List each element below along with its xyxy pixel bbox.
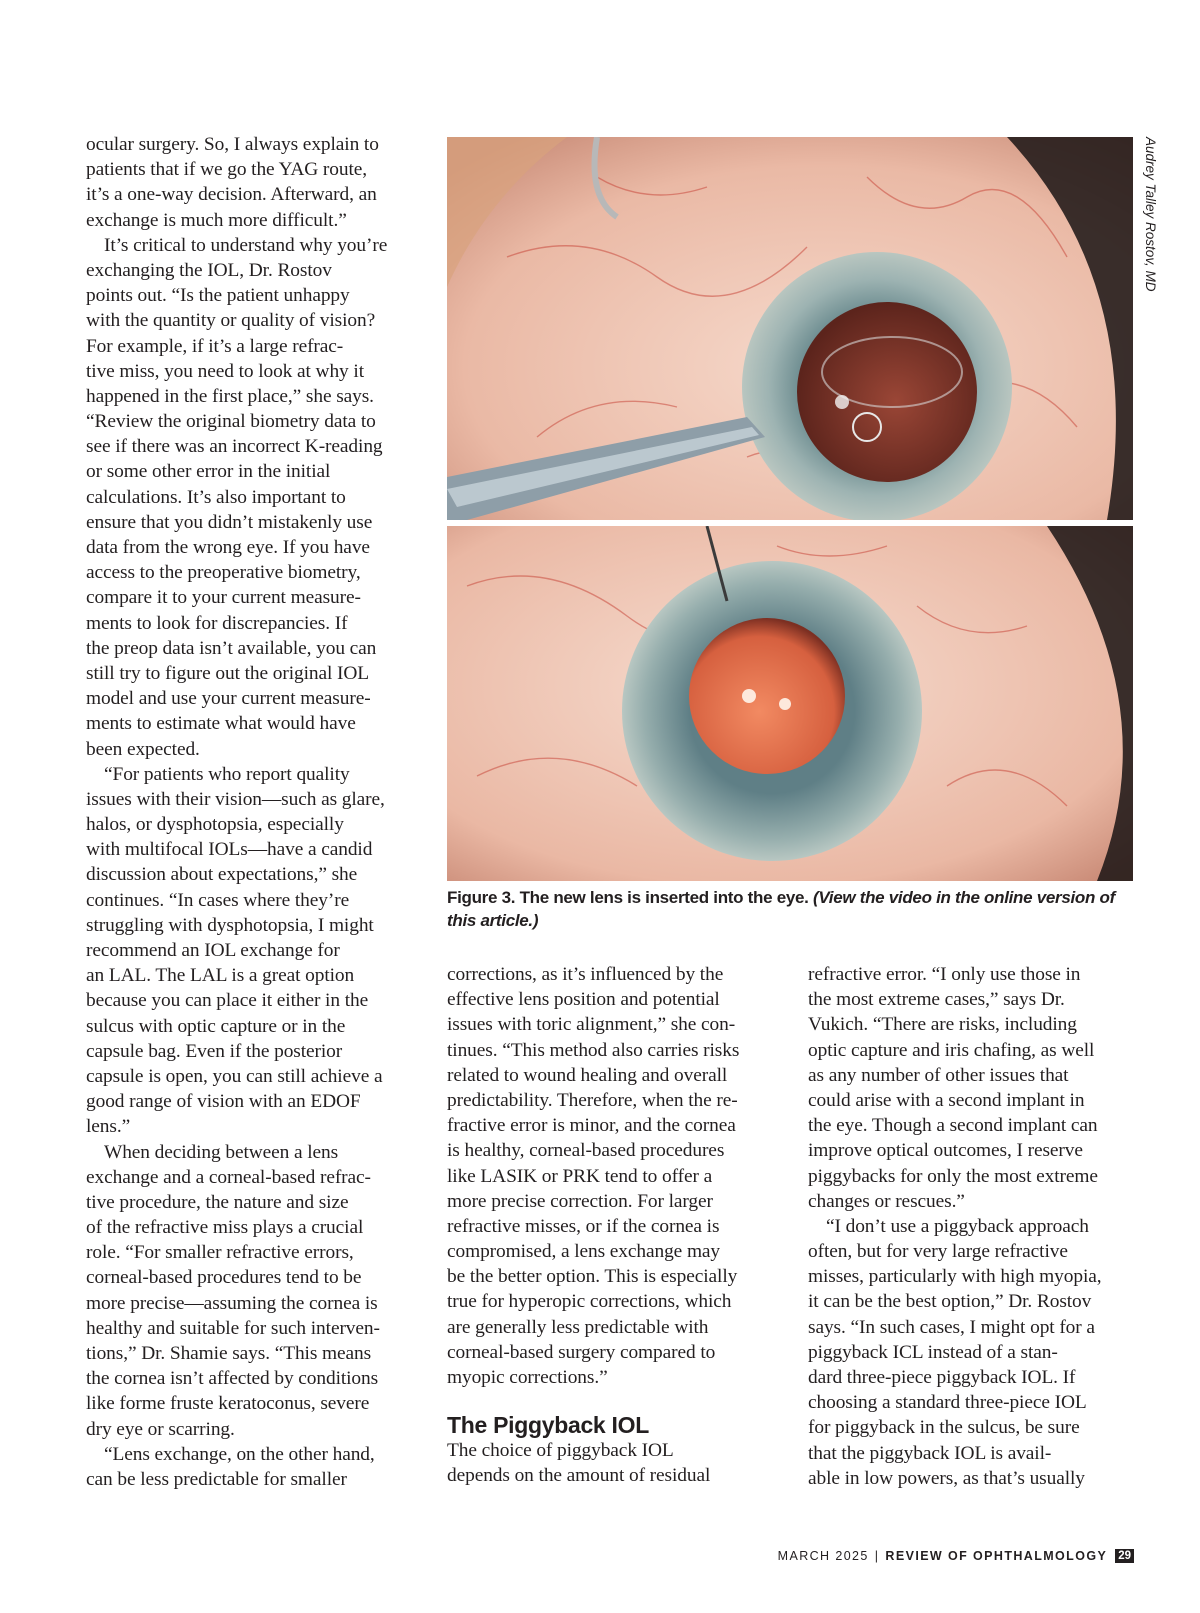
text-line: like LASIK or PRK tend to offer a: [447, 1165, 713, 1187]
text-line: of the refractive miss plays a crucial: [86, 1217, 364, 1239]
text-line: “For patients who report quality: [104, 763, 350, 785]
footer-date: MARCH 2025: [777, 1549, 869, 1563]
text-line: the eye. Though a second implant can: [808, 1115, 1098, 1137]
caption-bold: Figure 3. The new lens is inserted into the eye.: [447, 888, 809, 907]
text-line: access to the preoperative biometry,: [86, 562, 361, 584]
text-line: “Lens exchange, on the other hand,: [104, 1443, 375, 1465]
text-line: true for hyperopic corrections, which: [447, 1291, 732, 1313]
body-column-2: [447, 962, 777, 1489]
text-line: tions,” Dr. Shamie says. “This means: [86, 1343, 372, 1364]
text-line: able in low powers, as that’s usually: [808, 1467, 1085, 1489]
text-line: tive miss, you need to look at why it: [86, 360, 364, 382]
text-line: role. “For smaller refractive errors,: [86, 1242, 354, 1264]
text-line: ensure that you didn’t mistakenly use: [86, 511, 373, 533]
figure-caption: [447, 886, 1133, 932]
text-line: with multifocal IOLs—have a candid: [86, 839, 373, 861]
text-line: issues with their vision—such as glare,: [86, 788, 385, 810]
text-line: issues with toric alignment,” she con-: [447, 1014, 736, 1036]
footer-publication: REVIEW OF OPHTHALMOLOGY: [885, 1549, 1108, 1563]
text-line: the cornea isn’t affected by conditions: [86, 1368, 379, 1390]
text-line: “Review the original biometry data to: [86, 411, 376, 433]
text-line: refractive misses, or if the cornea is: [447, 1215, 720, 1237]
text-line: says. “In such cases, I might opt for a: [808, 1316, 1095, 1338]
text-line: points out. “Is the patient unhappy: [86, 285, 350, 307]
page-number: 29: [1115, 1549, 1134, 1563]
text-line: changes or rescues.”: [808, 1190, 965, 1212]
text-line: exchanging the IOL, Dr. Rostov: [86, 259, 332, 281]
text-line: can be less predictable for smaller: [86, 1468, 347, 1490]
text-line: because you can place it either in the: [86, 990, 369, 1012]
text-line: is healthy, corneal-based procedures: [447, 1140, 725, 1162]
page-footer: [778, 1546, 1134, 1566]
text-line: optic capture and iris chafing, as well: [808, 1039, 1095, 1061]
text-line: see if there was an incorrect K-reading: [86, 436, 383, 458]
body-column-1: [86, 132, 416, 1492]
text-line: are generally less predictable with: [447, 1316, 709, 1338]
text-line: patients that if we go the YAG route,: [86, 159, 367, 181]
text-line: Vukich. “There are risks, including: [808, 1014, 1077, 1036]
footer-separator: |: [874, 1549, 880, 1563]
text-line: The choice of piggyback IOL: [447, 1440, 674, 1462]
photo-credit: Audrey Talley Rostov, MD: [1143, 137, 1158, 292]
text-line: ments to look for discrepancies. If: [86, 612, 348, 634]
text-line: that the piggyback IOL is avail-: [808, 1442, 1052, 1464]
text-line: happened in the first place,” she says.: [86, 385, 374, 407]
text-line: calculations. It’s also important to: [86, 486, 346, 508]
text-line: as any number of other issues that: [808, 1064, 1069, 1086]
text-line: effective lens position and potential: [447, 989, 720, 1011]
text-line: good range of vision with an EDOF: [86, 1091, 361, 1113]
caption-italic: (View the video in the online version of this article.): [447, 888, 1115, 930]
text-line: be the better option. This is especially: [447, 1266, 738, 1288]
text-line: piggyback ICL instead of a stan-: [808, 1341, 1058, 1363]
text-line: related to wound healing and overall: [447, 1064, 728, 1086]
text-line: corneal-based surgery compared to: [447, 1341, 716, 1363]
text-line: healthy and suitable for such interven-: [86, 1317, 380, 1339]
text-line: discussion about expectations,” she: [86, 864, 358, 886]
text-line: been expected.: [86, 738, 200, 760]
text-line: struggling with dysphotopsia, I might: [86, 914, 374, 936]
text-line: halos, or dysphotopsia, especially: [86, 814, 344, 836]
section-heading: The Piggyback IOL: [447, 1412, 649, 1439]
text-line: For example, if it’s a large refrac-: [86, 335, 344, 357]
text-line: continues. “In cases where they’re: [86, 889, 350, 911]
text-line: could arise with a second implant in: [808, 1089, 1085, 1111]
text-line: choosing a standard three-piece IOL: [808, 1392, 1087, 1414]
text-line: myopic corrections.”: [447, 1367, 608, 1388]
text-line: predictability. Therefore, when the re-: [447, 1089, 738, 1111]
text-line: it’s a one-way decision. Afterward, an: [86, 184, 377, 206]
text-line: model and use your current measure-: [86, 688, 371, 710]
text-line: more precise correction. For larger: [447, 1190, 713, 1212]
text-line: for piggyback in the sulcus, be sure: [808, 1417, 1080, 1439]
text-line: capsule bag. Even if the posterior: [86, 1040, 343, 1062]
text-line: still try to figure out the original IOL: [86, 662, 370, 684]
text-line: sulcus with optic capture or in the: [86, 1015, 346, 1037]
text-line: piggybacks for only the most extreme: [808, 1165, 1098, 1187]
text-line: more precise—assuming the cornea is: [86, 1292, 378, 1314]
surgery-photo-top: [447, 137, 1133, 520]
text-line: It’s critical to understand why you’re: [104, 234, 388, 256]
text-line: compromised, a lens exchange may: [447, 1241, 721, 1263]
text-line: compare it to your current measure-: [86, 587, 361, 609]
text-line: misses, particularly with high myopia,: [808, 1266, 1102, 1288]
text-line: dard three-piece piggyback IOL. If: [808, 1367, 1076, 1388]
text-line: When deciding between a lens: [104, 1141, 339, 1163]
text-line: or some other error in the initial: [86, 461, 331, 483]
text-line: it can be the best option,” Dr. Rostov: [808, 1291, 1092, 1313]
text-line: tinues. “This method also carries risks: [447, 1039, 740, 1061]
text-line: dry eye or scarring.: [86, 1418, 235, 1440]
text-line: lens.”: [86, 1116, 131, 1138]
text-line: depends on the amount of residual: [447, 1465, 711, 1487]
text-line: like forme fruste keratoconus, severe: [86, 1393, 370, 1415]
text-line: an LAL. The LAL is a great option: [86, 965, 355, 987]
text-line: refractive error. “I only use those in: [808, 964, 1081, 985]
text-line: exchange and a corneal-based refrac-: [86, 1166, 371, 1188]
surgery-photo-bottom: [447, 526, 1133, 881]
text-line: ocular surgery. So, I always explain to: [86, 134, 379, 155]
text-line: data from the wrong eye. If you have: [86, 537, 370, 558]
text-line: capsule is open, you can still achieve a: [86, 1065, 383, 1087]
text-line: improve optical outcomes, I reserve: [808, 1140, 1083, 1162]
text-line: tive procedure, the nature and size: [86, 1191, 349, 1213]
text-line: with the quantity or quality of vision?: [86, 310, 376, 332]
text-line: corrections, as it’s influenced by the: [447, 964, 724, 985]
text-line: exchange is much more difficult.”: [86, 209, 347, 231]
text-line: recommend an IOL exchange for: [86, 940, 340, 961]
text-line: “I don’t use a piggyback approach: [826, 1215, 1089, 1237]
body-column-3: [808, 962, 1138, 1491]
text-line: corneal-based procedures tend to be: [86, 1267, 362, 1289]
text-line: the preop data isn’t available, you can: [86, 637, 377, 659]
text-line: fractive error is minor, and the cornea: [447, 1115, 736, 1137]
text-line: often, but for very large refractive: [808, 1241, 1068, 1263]
text-line: ments to estimate what would have: [86, 713, 356, 735]
text-line: the most extreme cases,” says Dr.: [808, 989, 1065, 1011]
